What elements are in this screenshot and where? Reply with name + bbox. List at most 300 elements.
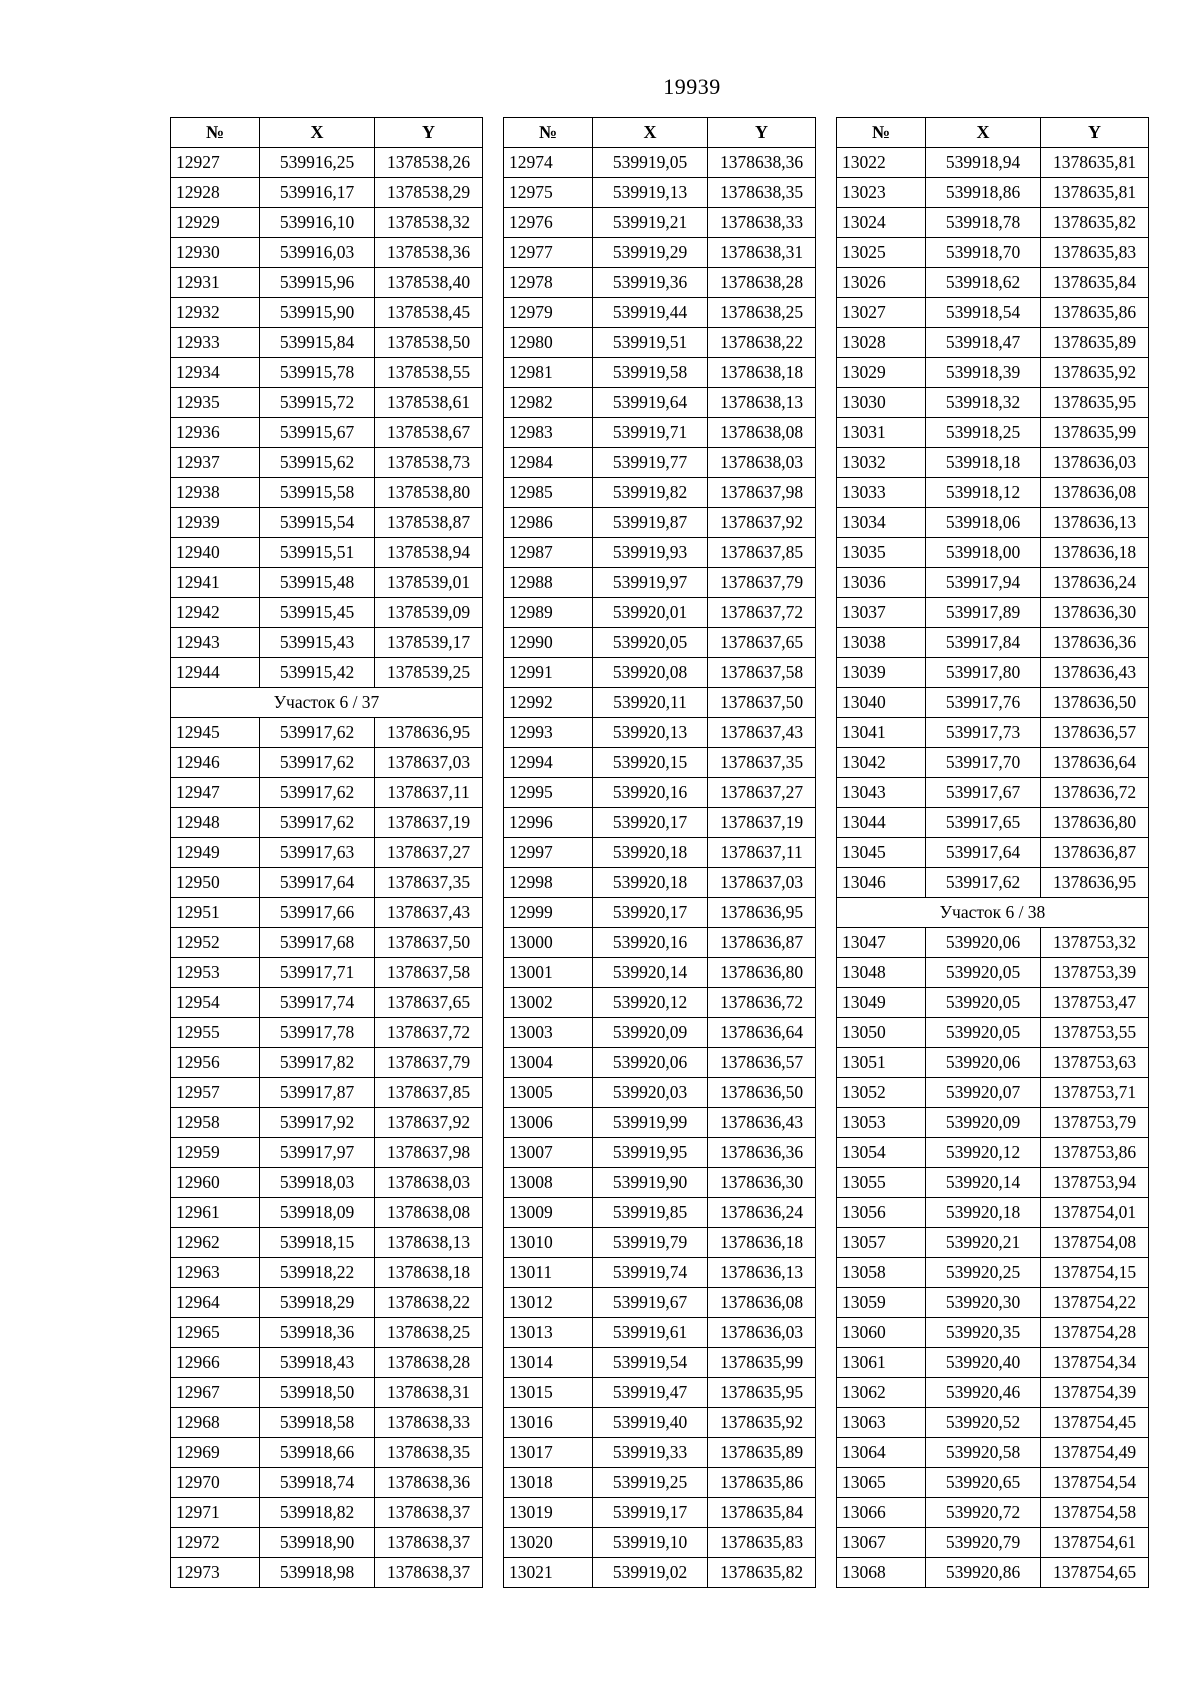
table-row bbox=[837, 1558, 1149, 1588]
table-row bbox=[504, 718, 816, 748]
point-number: 13036 bbox=[837, 568, 926, 598]
table-row bbox=[837, 538, 1149, 568]
point-number: 12998 bbox=[504, 868, 593, 898]
y-coordinate: 1378638,33 bbox=[708, 208, 816, 238]
y-coordinate: 1378637,35 bbox=[375, 868, 483, 898]
y-coordinate: 1378538,94 bbox=[375, 538, 483, 568]
point-number: 12938 bbox=[171, 478, 260, 508]
table-row bbox=[171, 1078, 483, 1108]
point-number: 13027 bbox=[837, 298, 926, 328]
point-number: 12986 bbox=[504, 508, 593, 538]
y-coordinate: 1378754,58 bbox=[1041, 1498, 1149, 1528]
x-coordinate: 539919,17 bbox=[593, 1498, 708, 1528]
y-coordinate: 1378638,28 bbox=[375, 1348, 483, 1378]
y-coordinate: 1378636,18 bbox=[708, 1228, 816, 1258]
table-row bbox=[171, 418, 483, 448]
x-coordinate: 539918,22 bbox=[260, 1258, 375, 1288]
y-coordinate: 1378636,72 bbox=[1041, 778, 1149, 808]
x-coordinate: 539915,51 bbox=[260, 538, 375, 568]
point-number: 12945 bbox=[171, 718, 260, 748]
table-row bbox=[171, 1198, 483, 1228]
section-row bbox=[171, 688, 483, 718]
point-number: 12961 bbox=[171, 1198, 260, 1228]
y-coordinate: 1378637,65 bbox=[375, 988, 483, 1018]
point-number: 12937 bbox=[171, 448, 260, 478]
table-row bbox=[837, 508, 1149, 538]
point-number: 12956 bbox=[171, 1048, 260, 1078]
point-number: 12982 bbox=[504, 388, 593, 418]
point-number: 12984 bbox=[504, 448, 593, 478]
table-row bbox=[171, 508, 483, 538]
y-coordinate: 1378538,87 bbox=[375, 508, 483, 538]
table-row bbox=[171, 268, 483, 298]
point-number: 12972 bbox=[171, 1528, 260, 1558]
x-coordinate: 539918,18 bbox=[926, 448, 1041, 478]
point-number: 12971 bbox=[171, 1498, 260, 1528]
y-coordinate: 1378637,98 bbox=[375, 1138, 483, 1168]
x-coordinate: 539920,17 bbox=[593, 808, 708, 838]
coordinate-table-2 bbox=[503, 117, 816, 1588]
table-row bbox=[504, 628, 816, 658]
table-row bbox=[837, 568, 1149, 598]
y-coordinate: 1378637,03 bbox=[375, 748, 483, 778]
x-coordinate: 539919,93 bbox=[593, 538, 708, 568]
table-row bbox=[171, 328, 483, 358]
table-row bbox=[504, 328, 816, 358]
table-row bbox=[504, 1498, 816, 1528]
x-coordinate: 539917,76 bbox=[926, 688, 1041, 718]
y-coordinate: 1378636,72 bbox=[708, 988, 816, 1018]
x-coordinate: 539918,58 bbox=[260, 1408, 375, 1438]
point-number: 13064 bbox=[837, 1438, 926, 1468]
point-number: 12944 bbox=[171, 658, 260, 688]
point-number: 12963 bbox=[171, 1258, 260, 1288]
table-row bbox=[837, 928, 1149, 958]
x-coordinate: 539920,35 bbox=[926, 1318, 1041, 1348]
x-coordinate: 539920,79 bbox=[926, 1528, 1041, 1558]
x-coordinate: 539917,92 bbox=[260, 1108, 375, 1138]
table-row bbox=[504, 838, 816, 868]
x-coordinate: 539919,44 bbox=[593, 298, 708, 328]
table-row bbox=[837, 1438, 1149, 1468]
table-row bbox=[504, 958, 816, 988]
table-row bbox=[171, 1408, 483, 1438]
y-coordinate: 1378754,28 bbox=[1041, 1318, 1149, 1348]
y-coordinate: 1378635,86 bbox=[708, 1468, 816, 1498]
point-number: 13007 bbox=[504, 1138, 593, 1168]
table-row bbox=[171, 478, 483, 508]
point-number: 12933 bbox=[171, 328, 260, 358]
y-coordinate: 1378637,79 bbox=[708, 568, 816, 598]
x-coordinate: 539918,32 bbox=[926, 388, 1041, 418]
table-row bbox=[504, 238, 816, 268]
point-number: 13057 bbox=[837, 1228, 926, 1258]
y-coordinate: 1378638,37 bbox=[375, 1528, 483, 1558]
y-coordinate: 1378637,19 bbox=[708, 808, 816, 838]
point-number: 12928 bbox=[171, 178, 260, 208]
header-x: X bbox=[260, 118, 375, 148]
header-y: Y bbox=[375, 118, 483, 148]
table-row bbox=[837, 1318, 1149, 1348]
point-number: 12996 bbox=[504, 808, 593, 838]
y-coordinate: 1378637,92 bbox=[708, 508, 816, 538]
header-x: X bbox=[926, 118, 1041, 148]
table-row bbox=[837, 1138, 1149, 1168]
table-row bbox=[837, 148, 1149, 178]
x-coordinate: 539919,95 bbox=[593, 1138, 708, 1168]
x-coordinate: 539920,14 bbox=[593, 958, 708, 988]
y-coordinate: 1378635,82 bbox=[708, 1558, 816, 1588]
table-row bbox=[837, 628, 1149, 658]
y-coordinate: 1378638,31 bbox=[375, 1378, 483, 1408]
y-coordinate: 1378638,25 bbox=[708, 298, 816, 328]
coordinate-table-3 bbox=[836, 117, 1149, 1588]
point-number: 12994 bbox=[504, 748, 593, 778]
x-coordinate: 539918,50 bbox=[260, 1378, 375, 1408]
table-row bbox=[837, 748, 1149, 778]
x-coordinate: 539917,87 bbox=[260, 1078, 375, 1108]
y-coordinate: 1378636,64 bbox=[708, 1018, 816, 1048]
y-coordinate: 1378754,08 bbox=[1041, 1228, 1149, 1258]
y-coordinate: 1378636,43 bbox=[708, 1108, 816, 1138]
x-coordinate: 539917,89 bbox=[926, 598, 1041, 628]
point-number: 12973 bbox=[171, 1558, 260, 1588]
x-coordinate: 539917,97 bbox=[260, 1138, 375, 1168]
x-coordinate: 539919,99 bbox=[593, 1108, 708, 1138]
table-row bbox=[171, 568, 483, 598]
point-number: 13029 bbox=[837, 358, 926, 388]
table-row bbox=[837, 358, 1149, 388]
table-row bbox=[837, 598, 1149, 628]
table-row bbox=[837, 1378, 1149, 1408]
y-coordinate: 1378539,09 bbox=[375, 598, 483, 628]
table-row bbox=[171, 1048, 483, 1078]
x-coordinate: 539918,29 bbox=[260, 1288, 375, 1318]
x-coordinate: 539918,86 bbox=[926, 178, 1041, 208]
header-number: № bbox=[837, 118, 926, 148]
table-row bbox=[504, 208, 816, 238]
table-row bbox=[171, 538, 483, 568]
y-coordinate: 1378538,26 bbox=[375, 148, 483, 178]
x-coordinate: 539920,14 bbox=[926, 1168, 1041, 1198]
point-number: 13060 bbox=[837, 1318, 926, 1348]
x-coordinate: 539919,61 bbox=[593, 1318, 708, 1348]
table-row bbox=[171, 1288, 483, 1318]
point-number: 13020 bbox=[504, 1528, 593, 1558]
point-number: 13037 bbox=[837, 598, 926, 628]
table-header-row bbox=[171, 118, 483, 148]
point-number: 13024 bbox=[837, 208, 926, 238]
point-number: 13014 bbox=[504, 1348, 593, 1378]
point-number: 12953 bbox=[171, 958, 260, 988]
point-number: 13000 bbox=[504, 928, 593, 958]
y-coordinate: 1378638,28 bbox=[708, 268, 816, 298]
x-coordinate: 539919,82 bbox=[593, 478, 708, 508]
y-coordinate: 1378638,25 bbox=[375, 1318, 483, 1348]
table-row bbox=[837, 478, 1149, 508]
y-coordinate: 1378635,89 bbox=[1041, 328, 1149, 358]
point-number: 12951 bbox=[171, 898, 260, 928]
table-row bbox=[504, 1318, 816, 1348]
y-coordinate: 1378754,22 bbox=[1041, 1288, 1149, 1318]
point-number: 12958 bbox=[171, 1108, 260, 1138]
table-row bbox=[837, 1078, 1149, 1108]
table-row bbox=[837, 298, 1149, 328]
x-coordinate: 539920,52 bbox=[926, 1408, 1041, 1438]
x-coordinate: 539919,85 bbox=[593, 1198, 708, 1228]
point-number: 13033 bbox=[837, 478, 926, 508]
y-coordinate: 1378638,18 bbox=[708, 358, 816, 388]
point-number: 13019 bbox=[504, 1498, 593, 1528]
point-number: 12941 bbox=[171, 568, 260, 598]
x-coordinate: 539917,66 bbox=[260, 898, 375, 928]
table-row bbox=[504, 538, 816, 568]
x-coordinate: 539919,51 bbox=[593, 328, 708, 358]
x-coordinate: 539918,00 bbox=[926, 538, 1041, 568]
x-coordinate: 539917,84 bbox=[926, 628, 1041, 658]
y-coordinate: 1378636,95 bbox=[1041, 868, 1149, 898]
table-row bbox=[171, 898, 483, 928]
x-coordinate: 539917,64 bbox=[260, 868, 375, 898]
y-coordinate: 1378538,50 bbox=[375, 328, 483, 358]
table-row bbox=[171, 838, 483, 868]
table-row bbox=[171, 1378, 483, 1408]
table-row bbox=[837, 328, 1149, 358]
point-number: 13067 bbox=[837, 1528, 926, 1558]
x-coordinate: 539920,30 bbox=[926, 1288, 1041, 1318]
x-coordinate: 539917,78 bbox=[260, 1018, 375, 1048]
y-coordinate: 1378539,25 bbox=[375, 658, 483, 688]
table-row bbox=[171, 1348, 483, 1378]
x-coordinate: 539920,06 bbox=[593, 1048, 708, 1078]
x-coordinate: 539915,58 bbox=[260, 478, 375, 508]
x-coordinate: 539917,94 bbox=[926, 568, 1041, 598]
x-coordinate: 539917,67 bbox=[926, 778, 1041, 808]
x-coordinate: 539917,62 bbox=[260, 778, 375, 808]
table-row bbox=[504, 1048, 816, 1078]
table-row bbox=[837, 178, 1149, 208]
y-coordinate: 1378538,40 bbox=[375, 268, 483, 298]
point-number: 13043 bbox=[837, 778, 926, 808]
y-coordinate: 1378636,18 bbox=[1041, 538, 1149, 568]
x-coordinate: 539917,62 bbox=[260, 718, 375, 748]
x-coordinate: 539918,43 bbox=[260, 1348, 375, 1378]
table-row bbox=[837, 1258, 1149, 1288]
point-number: 13009 bbox=[504, 1198, 593, 1228]
x-coordinate: 539918,78 bbox=[926, 208, 1041, 238]
y-coordinate: 1378636,03 bbox=[1041, 448, 1149, 478]
table-row bbox=[171, 748, 483, 778]
table-row bbox=[504, 1408, 816, 1438]
y-coordinate: 1378753,47 bbox=[1041, 988, 1149, 1018]
table-row bbox=[171, 1498, 483, 1528]
point-number: 13006 bbox=[504, 1108, 593, 1138]
y-coordinate: 1378637,92 bbox=[375, 1108, 483, 1138]
point-number: 13005 bbox=[504, 1078, 593, 1108]
table-row bbox=[171, 1258, 483, 1288]
table-row bbox=[837, 1288, 1149, 1318]
point-number: 12935 bbox=[171, 388, 260, 418]
y-coordinate: 1378538,29 bbox=[375, 178, 483, 208]
x-coordinate: 539918,12 bbox=[926, 478, 1041, 508]
point-number: 12950 bbox=[171, 868, 260, 898]
x-coordinate: 539915,42 bbox=[260, 658, 375, 688]
point-number: 13046 bbox=[837, 868, 926, 898]
table-row bbox=[504, 478, 816, 508]
y-coordinate: 1378636,08 bbox=[1041, 478, 1149, 508]
x-coordinate: 539920,16 bbox=[593, 778, 708, 808]
point-number: 12974 bbox=[504, 148, 593, 178]
point-number: 13002 bbox=[504, 988, 593, 1018]
point-number: 12999 bbox=[504, 898, 593, 928]
point-number: 12936 bbox=[171, 418, 260, 448]
y-coordinate: 1378636,30 bbox=[708, 1168, 816, 1198]
x-coordinate: 539919,25 bbox=[593, 1468, 708, 1498]
point-number: 12978 bbox=[504, 268, 593, 298]
table-row bbox=[171, 808, 483, 838]
header-x: X bbox=[593, 118, 708, 148]
table-row bbox=[171, 1318, 483, 1348]
point-number: 12962 bbox=[171, 1228, 260, 1258]
table-row bbox=[837, 1108, 1149, 1138]
x-coordinate: 539915,67 bbox=[260, 418, 375, 448]
point-number: 12968 bbox=[171, 1408, 260, 1438]
x-coordinate: 539917,62 bbox=[926, 868, 1041, 898]
x-coordinate: 539919,29 bbox=[593, 238, 708, 268]
point-number: 13042 bbox=[837, 748, 926, 778]
table-row bbox=[504, 568, 816, 598]
y-coordinate: 1378538,80 bbox=[375, 478, 483, 508]
table-row bbox=[171, 298, 483, 328]
y-coordinate: 1378636,50 bbox=[708, 1078, 816, 1108]
point-number: 12975 bbox=[504, 178, 593, 208]
y-coordinate: 1378539,17 bbox=[375, 628, 483, 658]
y-coordinate: 1378637,50 bbox=[708, 688, 816, 718]
point-number: 12989 bbox=[504, 598, 593, 628]
table-row bbox=[504, 508, 816, 538]
x-coordinate: 539920,03 bbox=[593, 1078, 708, 1108]
section-row bbox=[837, 898, 1149, 928]
x-coordinate: 539917,62 bbox=[260, 748, 375, 778]
table-row bbox=[837, 1168, 1149, 1198]
x-coordinate: 539920,13 bbox=[593, 718, 708, 748]
point-number: 13035 bbox=[837, 538, 926, 568]
y-coordinate: 1378636,64 bbox=[1041, 748, 1149, 778]
y-coordinate: 1378636,80 bbox=[708, 958, 816, 988]
point-number: 13017 bbox=[504, 1438, 593, 1468]
x-coordinate: 539919,87 bbox=[593, 508, 708, 538]
point-number: 13023 bbox=[837, 178, 926, 208]
x-coordinate: 539920,18 bbox=[593, 838, 708, 868]
x-coordinate: 539915,43 bbox=[260, 628, 375, 658]
table-row bbox=[171, 388, 483, 418]
x-coordinate: 539918,94 bbox=[926, 148, 1041, 178]
x-coordinate: 539920,09 bbox=[926, 1108, 1041, 1138]
point-number: 12947 bbox=[171, 778, 260, 808]
table-row bbox=[837, 688, 1149, 718]
y-coordinate: 1378635,83 bbox=[708, 1528, 816, 1558]
table-row bbox=[504, 298, 816, 328]
x-coordinate: 539920,12 bbox=[593, 988, 708, 1018]
point-number: 12934 bbox=[171, 358, 260, 388]
x-coordinate: 539919,54 bbox=[593, 1348, 708, 1378]
point-number: 12976 bbox=[504, 208, 593, 238]
x-coordinate: 539920,18 bbox=[593, 868, 708, 898]
table-row bbox=[171, 1528, 483, 1558]
table-row bbox=[504, 1438, 816, 1468]
point-number: 13040 bbox=[837, 688, 926, 718]
point-number: 13048 bbox=[837, 958, 926, 988]
table-row bbox=[504, 808, 816, 838]
table-header-row bbox=[504, 118, 816, 148]
y-coordinate: 1378635,95 bbox=[708, 1378, 816, 1408]
point-number: 12942 bbox=[171, 598, 260, 628]
x-coordinate: 539915,84 bbox=[260, 328, 375, 358]
point-number: 12980 bbox=[504, 328, 593, 358]
y-coordinate: 1378635,82 bbox=[1041, 208, 1149, 238]
point-number: 12992 bbox=[504, 688, 593, 718]
table-row bbox=[837, 418, 1149, 448]
y-coordinate: 1378636,24 bbox=[708, 1198, 816, 1228]
y-coordinate: 1378753,79 bbox=[1041, 1108, 1149, 1138]
point-number: 13012 bbox=[504, 1288, 593, 1318]
point-number: 13053 bbox=[837, 1108, 926, 1138]
x-coordinate: 539918,62 bbox=[926, 268, 1041, 298]
x-coordinate: 539919,47 bbox=[593, 1378, 708, 1408]
table-row bbox=[504, 1288, 816, 1318]
point-number: 13032 bbox=[837, 448, 926, 478]
point-number: 12990 bbox=[504, 628, 593, 658]
x-coordinate: 539917,80 bbox=[926, 658, 1041, 688]
point-number: 13056 bbox=[837, 1198, 926, 1228]
table-row bbox=[171, 928, 483, 958]
x-coordinate: 539917,63 bbox=[260, 838, 375, 868]
point-number: 13001 bbox=[504, 958, 593, 988]
y-coordinate: 1378753,39 bbox=[1041, 958, 1149, 988]
y-coordinate: 1378636,95 bbox=[375, 718, 483, 748]
table-row bbox=[504, 988, 816, 1018]
point-number: 13041 bbox=[837, 718, 926, 748]
x-coordinate: 539918,06 bbox=[926, 508, 1041, 538]
point-number: 13045 bbox=[837, 838, 926, 868]
y-coordinate: 1378637,85 bbox=[375, 1078, 483, 1108]
y-coordinate: 1378636,80 bbox=[1041, 808, 1149, 838]
y-coordinate: 1378635,84 bbox=[708, 1498, 816, 1528]
x-coordinate: 539917,68 bbox=[260, 928, 375, 958]
table-row bbox=[504, 1198, 816, 1228]
table-row bbox=[171, 178, 483, 208]
table-row bbox=[171, 1228, 483, 1258]
point-number: 12932 bbox=[171, 298, 260, 328]
point-number: 13031 bbox=[837, 418, 926, 448]
point-number: 12993 bbox=[504, 718, 593, 748]
y-coordinate: 1378635,99 bbox=[708, 1348, 816, 1378]
y-coordinate: 1378754,61 bbox=[1041, 1528, 1149, 1558]
point-number: 13010 bbox=[504, 1228, 593, 1258]
table-header-row bbox=[837, 118, 1149, 148]
y-coordinate: 1378538,61 bbox=[375, 388, 483, 418]
x-coordinate: 539916,03 bbox=[260, 238, 375, 268]
y-coordinate: 1378538,45 bbox=[375, 298, 483, 328]
y-coordinate: 1378539,01 bbox=[375, 568, 483, 598]
point-number: 12981 bbox=[504, 358, 593, 388]
x-coordinate: 539919,33 bbox=[593, 1438, 708, 1468]
table-row bbox=[504, 448, 816, 478]
y-coordinate: 1378637,03 bbox=[708, 868, 816, 898]
header-number: № bbox=[171, 118, 260, 148]
y-coordinate: 1378636,87 bbox=[1041, 838, 1149, 868]
x-coordinate: 539920,06 bbox=[926, 928, 1041, 958]
